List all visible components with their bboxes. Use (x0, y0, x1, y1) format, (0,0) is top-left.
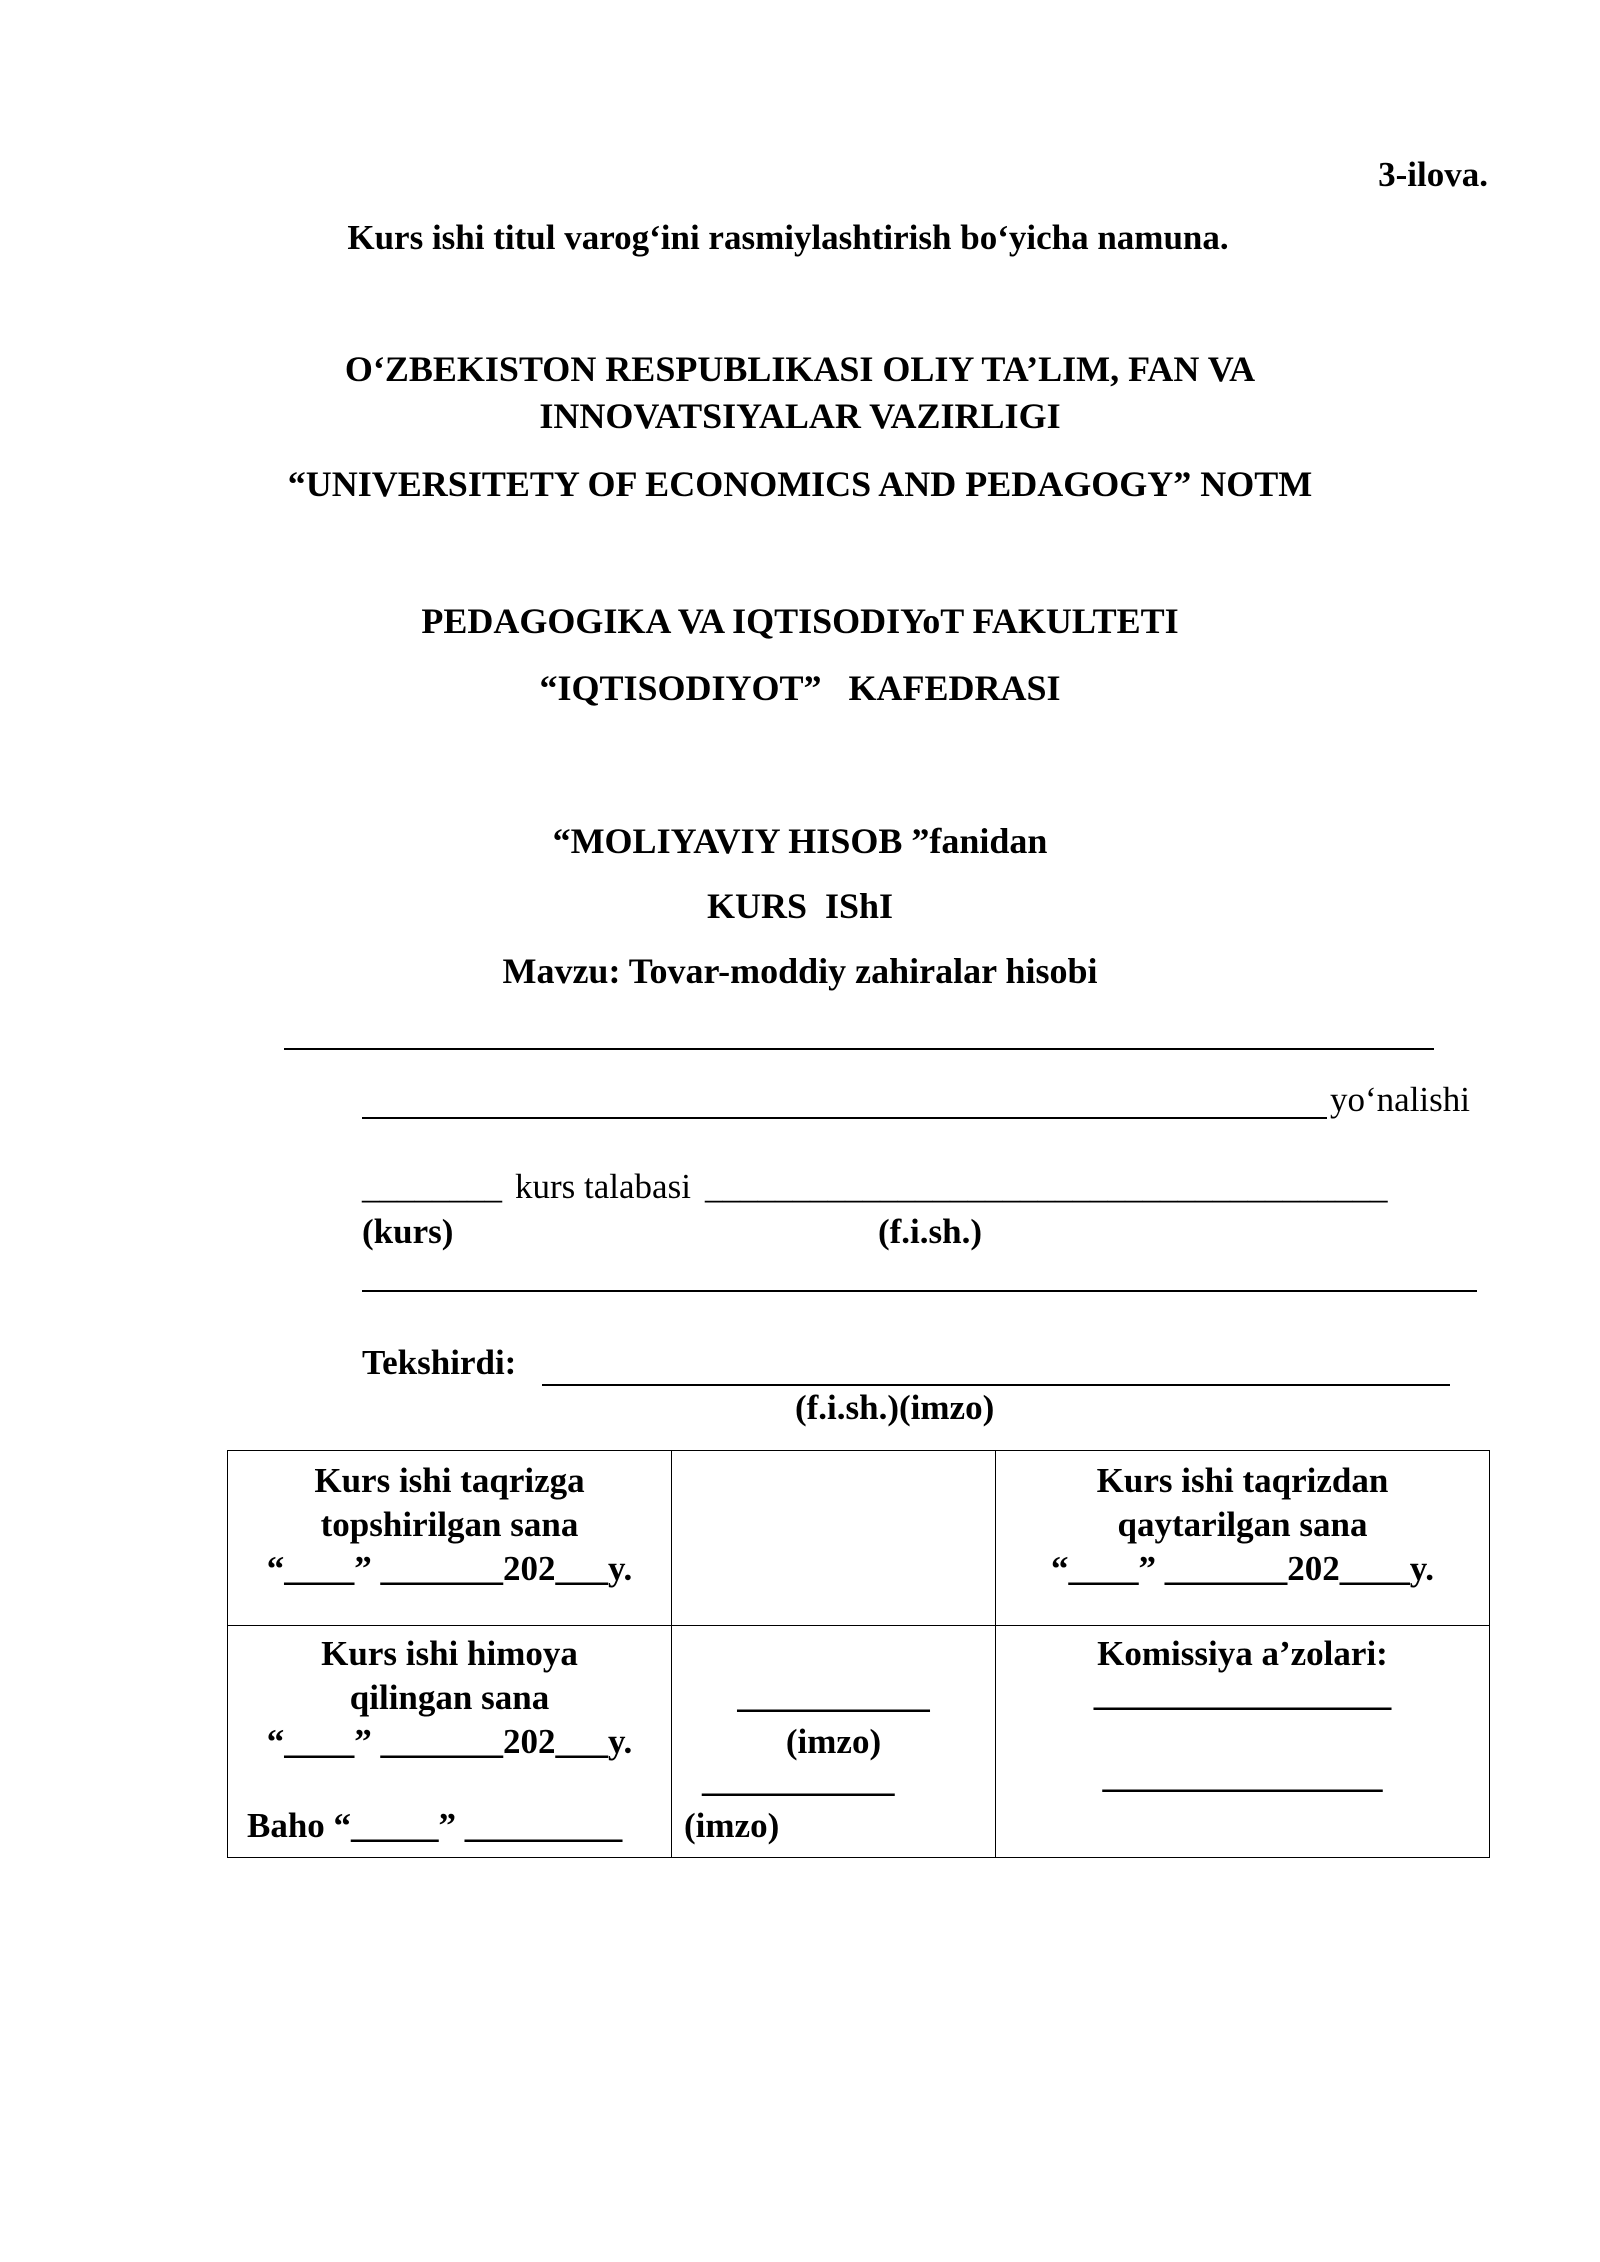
review-submitted-line-2: topshirilgan sana (320, 1505, 579, 1544)
defense-cell (228, 1626, 672, 1858)
review-submitted-cell (228, 1451, 672, 1626)
signature-blank-2: ___________ (702, 1760, 895, 1799)
commission-blank-1: _________________ (1093, 1674, 1392, 1713)
extra-blank-line (362, 1290, 1477, 1292)
table-row (228, 1451, 1490, 1626)
topic-title: Mavzu: Tovar-moddiy zahiralar hisobi (502, 951, 1098, 991)
direction-label: yo‘nalishi (1330, 1080, 1470, 1119)
faculty-name: PEDAGOGIKA VA IQTISODIYoT FAKULTETI (421, 601, 1179, 641)
review-returned-cell (996, 1451, 1490, 1626)
grade-field: Baho “_____” _________ (247, 1806, 623, 1845)
defense-line-1: Kurs ishi himoya (321, 1634, 578, 1673)
name-hint: (f.i.sh.) (878, 1212, 983, 1251)
review-returned-date: “____” _______202____y. (1050, 1549, 1435, 1588)
direction-blank-line (362, 1117, 1327, 1119)
review-returned-line-2: qaytarilgan sana (1117, 1505, 1368, 1544)
ministry-line-2: INNOVATSIYALAR VAZIRLIGI (539, 396, 1061, 436)
course-blank: ________ (362, 1167, 502, 1206)
signature-blank-1: ___________ (737, 1676, 930, 1715)
checked-blank-line (542, 1384, 1450, 1386)
review-submitted-line-1: Kurs ishi taqrizga (314, 1461, 585, 1500)
empty-cell (672, 1451, 996, 1626)
commission-label: Komissiya a’zolari: (1097, 1634, 1388, 1673)
review-table (227, 1450, 1490, 1858)
university-name: “UNIVERSITETY OF ECONOMICS AND PEDAGOGY” NOTM (287, 464, 1313, 504)
signature-hint-1: (imzo) (785, 1722, 882, 1761)
topic-continuation-line (284, 1048, 1434, 1050)
defense-date: “____” _______202___y. (266, 1722, 633, 1761)
commission-cell (996, 1626, 1490, 1858)
table-row (228, 1626, 1490, 1858)
checked-label: Tekshirdi: (362, 1343, 526, 1382)
sample-title: Kurs ishi titul varog‘ini rasmiylashtirish bo‘yicha namuna. (347, 218, 1229, 257)
student-label: kurs talabasi (515, 1167, 691, 1206)
work-type: KURS IShI (706, 886, 894, 926)
subject-title: “MOLIYAVIY HISOB ”fanidan (552, 821, 1048, 861)
student-name-blank: _______________________________________ (705, 1167, 1388, 1206)
signature-hint-2: (imzo) (684, 1806, 780, 1845)
checked-hint: (f.i.sh.)(imzo) (795, 1388, 995, 1427)
review-returned-line-1: Kurs ishi taqrizdan (1096, 1461, 1389, 1500)
commission-blank-2: ________________ (1102, 1756, 1383, 1795)
department-name: “IQTISODIYOT” KAFEDRASI (539, 668, 1061, 708)
course-hint: (kurs) (362, 1212, 454, 1251)
signature-cell (672, 1626, 996, 1858)
defense-line-2: qilingan sana (349, 1678, 550, 1717)
ministry-line-1: O‘ZBEKISTON RESPUBLIKASI OLIY TA’LIM, FAN VA (344, 349, 1256, 389)
review-submitted-date: “____” _______202___y. (266, 1549, 633, 1588)
appendix-number: 3-ilova. (1378, 155, 1488, 194)
